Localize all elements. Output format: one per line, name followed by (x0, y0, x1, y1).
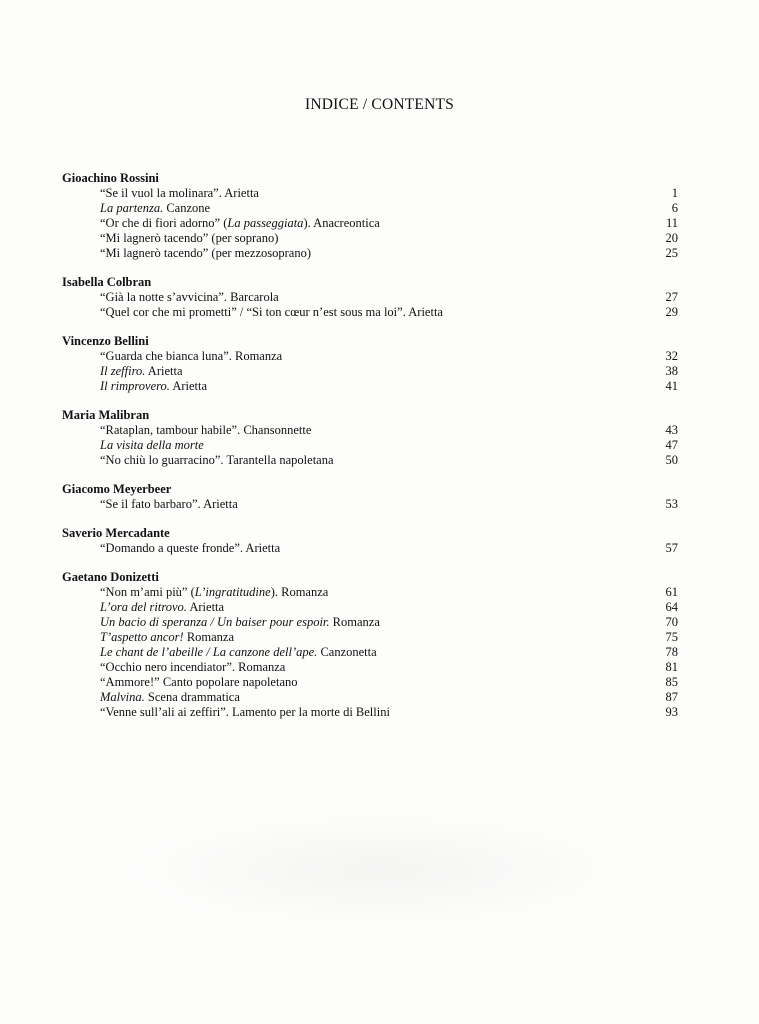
entry-page-number: 75 (665, 630, 678, 644)
toc-entry[interactable] (62, 186, 680, 201)
entry-title-text: “Ammore!” Canto popolare napoletano (100, 675, 298, 689)
entry-title-italic: L’ora del ritrovo. (100, 600, 187, 614)
entry-title-suffix: Arietta (145, 364, 183, 378)
entry-title-italic: La partenza. (100, 201, 164, 215)
entry-page-number: 1 (671, 186, 678, 200)
entry-title-suffix: ). Romanza (270, 585, 329, 599)
entry-title-italic: L’ingratitudine (194, 585, 271, 599)
entry-page-number: 6 (671, 201, 678, 215)
entry-page-number: 53 (665, 497, 678, 511)
toc-entry[interactable] (62, 290, 680, 305)
toc-entry[interactable] (62, 690, 680, 705)
entry-title-text: “Mi lagnerò tacendo” (per mezzosoprano) (100, 246, 312, 260)
toc-entry[interactable] (62, 349, 680, 364)
entry-page-number: 57 (665, 541, 678, 555)
entry-title-suffix: ). Anacreontica (303, 216, 380, 230)
toc-entry[interactable] (62, 423, 680, 438)
entry-page-number: 70 (665, 615, 678, 629)
composer-section (62, 526, 680, 556)
entry-page-number: 27 (665, 290, 678, 304)
entry-page-number: 64 (665, 600, 678, 614)
entry-page-number: 20 (665, 231, 678, 245)
toc-entry[interactable] (62, 541, 680, 556)
toc-entry[interactable] (62, 453, 680, 468)
entry-title-suffix: Arietta (186, 600, 225, 614)
composer-name: Gaetano Donizetti (62, 570, 159, 584)
toc-entry[interactable] (62, 585, 680, 600)
entry-title-italic: Malvina. (100, 690, 145, 704)
toc-entry[interactable] (62, 497, 680, 512)
entry-title-suffix: Romanza (329, 615, 380, 629)
entry-title-italic: T’aspetto ancor! (100, 630, 184, 644)
entry-title-text: “Non m’ami più” ( (100, 585, 195, 599)
entry-page-number: 25 (665, 246, 678, 260)
entry-page-number: 61 (665, 585, 678, 599)
toc-entry[interactable] (62, 645, 680, 660)
entry-title-text: “Rataplan, tambour habile”. Chansonnette (100, 423, 312, 437)
composer-section (62, 275, 680, 320)
entry-title-suffix: Romanza (183, 630, 235, 644)
toc-entry[interactable] (62, 438, 680, 453)
page-title: INDICE / CONTENTS (305, 96, 454, 113)
toc-entry[interactable] (62, 231, 680, 246)
composer-name: Giacomo Meyerbeer (62, 482, 172, 496)
toc-entry[interactable] (62, 379, 680, 394)
toc-entry[interactable] (62, 630, 680, 645)
entry-page-number: 87 (665, 690, 678, 704)
entry-page-number: 11 (665, 216, 678, 230)
entry-title-italic: Il rimprovero. (100, 379, 170, 393)
entry-title-text: “Or che di fiori adorno” ( (100, 216, 228, 230)
composer-section (62, 408, 680, 468)
entry-page-number: 93 (665, 705, 678, 719)
entry-page-number: 43 (665, 423, 678, 437)
entry-title-suffix: Canzonetta (317, 645, 377, 659)
bleed-through-shadow (120, 810, 640, 930)
toc-entry[interactable] (62, 705, 680, 720)
composer-section (62, 482, 680, 512)
toc-entry[interactable] (62, 201, 680, 216)
toc-entry[interactable] (62, 305, 680, 320)
composer-section (62, 570, 680, 720)
composer-name: Vincenzo Bellini (62, 334, 149, 348)
entry-page-number: 85 (665, 675, 678, 689)
composer-name: Saverio Mercadante (62, 526, 170, 540)
entry-title-text: “Domando a queste fronde”. Arietta (100, 541, 281, 555)
table-of-contents (62, 171, 680, 734)
composer-name: Isabella Colbran (62, 275, 152, 289)
toc-entry[interactable] (62, 615, 680, 630)
entry-title-text: “Mi lagnerò tacendo” (per soprano) (100, 231, 279, 245)
entry-page-number: 78 (665, 645, 678, 659)
toc-entry[interactable] (62, 246, 680, 261)
entry-title-text: “Guarda che bianca luna”. Romanza (100, 349, 283, 363)
toc-entry[interactable] (62, 675, 680, 690)
toc-entry[interactable] (62, 660, 680, 675)
entry-title-text: “Se il vuol la molinara”. Arietta (100, 186, 259, 200)
entry-title-italic: Il zeffiro. (100, 364, 146, 378)
entry-title-text: “Occhio nero incendiator”. Romanza (100, 660, 286, 674)
entry-title-text: “Se il fato barbaro”. Arietta (100, 497, 238, 511)
entry-title-suffix: Arietta (169, 379, 208, 393)
entry-title-suffix: Scena drammatica (144, 690, 240, 704)
entry-page-number: 32 (665, 349, 678, 363)
entry-page-number: 47 (665, 438, 678, 452)
composer-section (62, 171, 680, 261)
entry-page-number: 29 (665, 305, 678, 319)
entry-title-italic: Le chant de l’abeille / La canzone dell’ape. (100, 645, 318, 659)
composer-name: Maria Malibran (62, 408, 150, 422)
composer-section (62, 334, 680, 394)
entry-title-text: “Già la notte s’avvicina”. Barcarola (100, 290, 279, 304)
entry-page-number: 81 (665, 660, 678, 674)
entry-title-text: “No chiù lo guarracino”. Tarantella napoletana (100, 453, 334, 467)
entry-page-number: 38 (665, 364, 678, 378)
entry-title-italic: La passeggiata (227, 216, 304, 230)
entry-title-italic: Un bacio di speranza / Un baiser pour espoir. (100, 615, 330, 629)
toc-entry[interactable] (62, 364, 680, 379)
toc-entry[interactable] (62, 216, 680, 231)
entry-title-suffix: Canzone (163, 201, 211, 215)
entry-title-text: “Quel cor che mi prometti” / “Si ton cœur n’est sous ma loi”. Arietta (100, 305, 443, 319)
entry-page-number: 41 (665, 379, 678, 393)
entry-page-number: 50 (665, 453, 678, 467)
entry-title-italic: La visita della morte (100, 438, 204, 452)
entry-title-text: “Venne sull’ali ai zeffiri”. Lamento per la morte di Bellini (100, 705, 390, 719)
toc-entry[interactable] (62, 600, 680, 615)
composer-name: Gioachino Rossini (62, 171, 159, 185)
